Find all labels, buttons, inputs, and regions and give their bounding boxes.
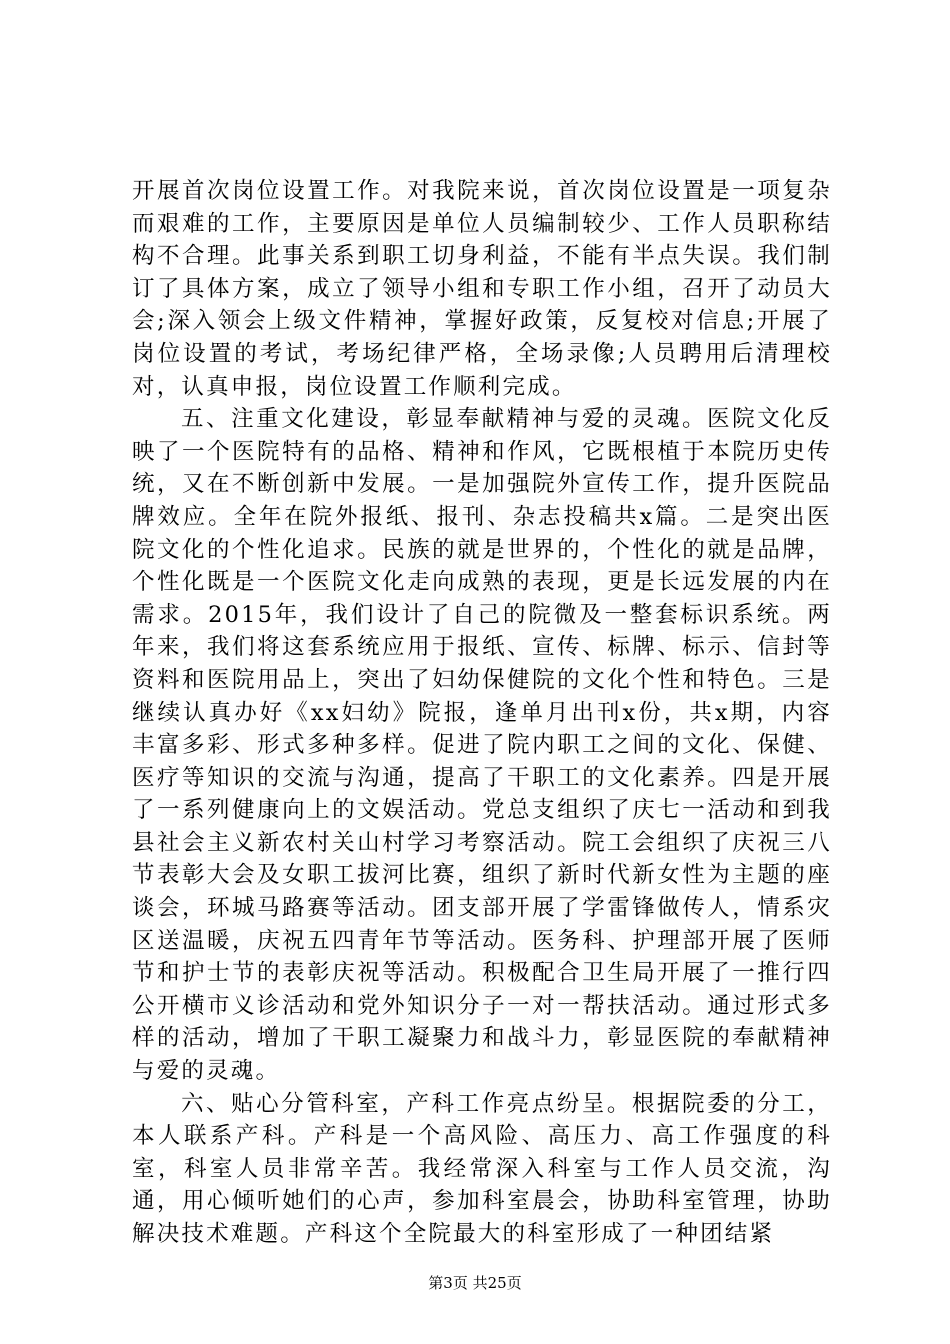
- paragraph-obstetrics: 六、贴心分管科室，产科工作亮点纷呈。根据院委的分工，本人联系产科。产科是一个高风险、高压力、高工作强度的科室，科室人员非常辛苦。我经常深入科室与工作人员交流，沟通，用心倾听她们的心声，参加科室晨会，协助科室管理，协助解决技术难题。产科这个全院最大的科室形成了一种团结紧: [132, 1090, 832, 1247]
- page-number-footer: 第3页 共25页: [428, 1274, 522, 1292]
- paragraph-culture-building: 五、注重文化建设，彰显奉献精神与爱的灵魂。医院文化反映了一个医院特有的品格、精神和作风，它既根植于本院历史传统，又在不断创新中发展。一是加强院外宣传工作，提升医院品牌效应。全年在院外报纸、报刊、杂志投稿共x篇。二是突出医院文化的个性化追求。民族的就是世界的，个性化的就是品牌，个性化既是一个医院文化走向成熟的表现，更是长远发展的内在需求。2015年，我们设计了自己的院微及一整套标识系统。两年来，我们将这套系统应用于报纸、宣传、标牌、标示、信封等资料和医院用品上，突出了妇幼保健院的文化个性和特色。三是继续认真办好《xx妇幼》院报，逢单月出刊x份，共x期，内容丰富多彩、形式多种多样。促进了院内职工之间的文化、保健、医疗等知识的交流与沟通，提高了干职工的文化素养。四是开展了一系列健康向上的文娱活动。党总支组织了庆七一活动和到我县社会主义新农村关山村学习考察活动。院工会组织了庆祝三八节表彰大会及女职工拔河比赛，组织了新时代新女性为主题的座谈会，环城马路赛等活动。团支部开展了学雷锋做传人，情系灾区送温暖，庆祝五四青年节等活动。医务科、护理部开展了医师节和护士节的表彰庆祝等活动。积极配合卫生局开展了一推行四公开横市义诊活动和党外知识分子一对一帮扶活动。通过形式多样的活动，增加了干职工凝聚力和战斗力，彰显医院的奉献精神与爱的灵魂。: [132, 406, 832, 1085]
- body-text: [132, 175, 832, 1251]
- paragraph-job-positions: 开展首次岗位设置工作。对我院来说，首次岗位设置是一项复杂而艰难的工作，主要原因是单位人员编制较少、工作人员职称结构不合理。此事关系到职工切身利益，不能有半点失误。我们制订了具体方案，成立了领导小组和专职工作小组，召开了动员大会;深入领会上级文件精神，掌握好政策，反复校对信息;开展了岗位设置的考试，考场纪律严格，全场录像;人员聘用后清理校对，认真申报，岗位设置工作顺利完成。: [132, 178, 832, 400]
